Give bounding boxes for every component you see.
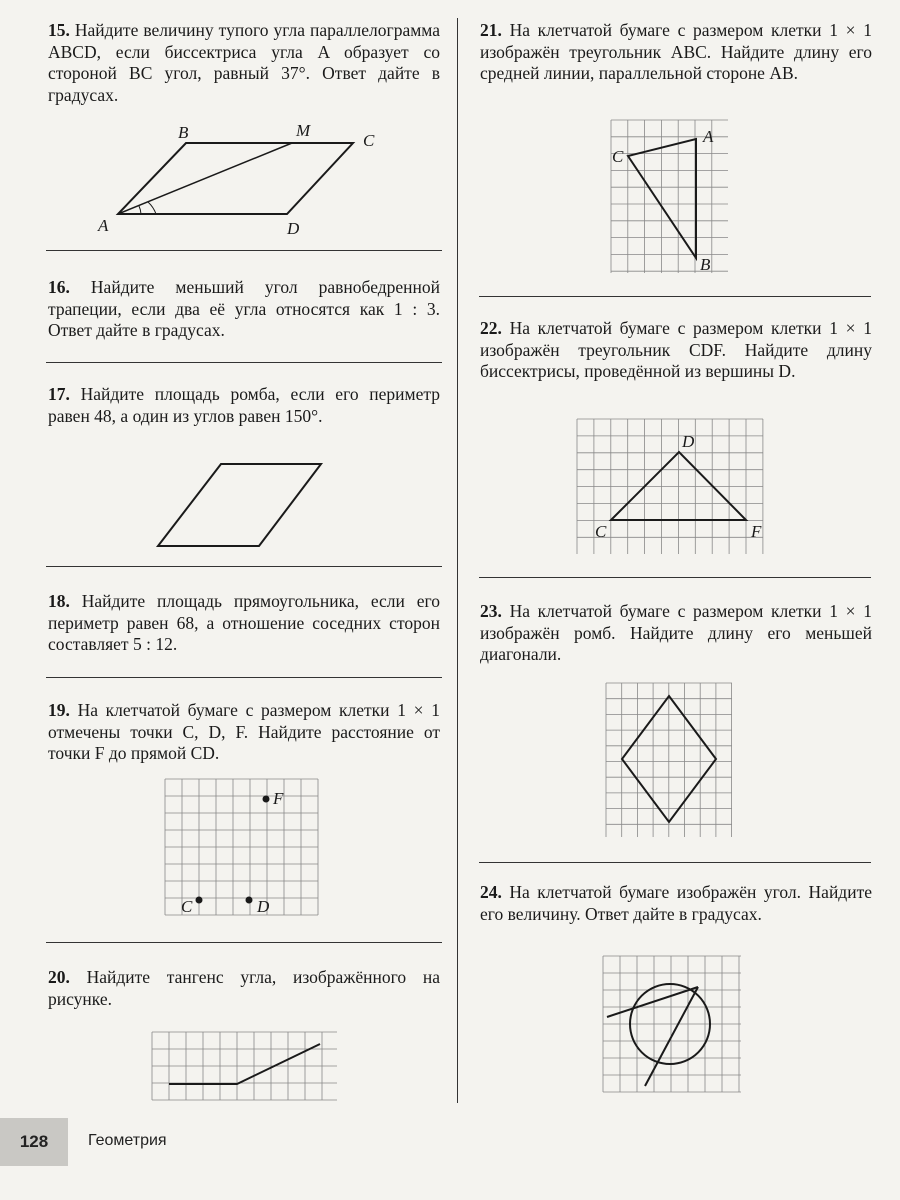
problem-number: 17.: [48, 384, 70, 404]
problem-text: Найдите меньший угол равнобедренной трапеции, если два её угла относятся как 1 : 3. Ответ дайте в градусах.: [48, 277, 441, 340]
problem-21: [480, 20, 872, 85]
label-B: B: [178, 123, 189, 142]
point-F: [263, 796, 270, 803]
label-D: D: [682, 432, 695, 451]
problem-20: [48, 967, 440, 1010]
problem-text: На клетчатой бумаге с размером клетки 1 × 1 изображён треугольник CDF. Найдите длину биссектрисы, проведённой из вершины D.: [480, 318, 872, 381]
separator: [479, 296, 871, 297]
problem-number: 20.: [48, 967, 70, 987]
problem-23: [480, 601, 872, 666]
problem-22: [480, 318, 872, 383]
problem-text: Найдите площадь ромба, если его периметр равен 48, а один из углов равен 150°.: [48, 384, 441, 426]
label-C: C: [363, 131, 375, 150]
problem-number: 22.: [480, 318, 502, 338]
problem-number: 15.: [48, 20, 70, 40]
figure-triangle-ABC: [611, 120, 729, 276]
figure-angle-tangent: [152, 1032, 338, 1102]
point-D: [246, 897, 253, 904]
problem-24: [480, 882, 872, 925]
page-number: 128: [0, 1118, 68, 1166]
separator: [46, 566, 442, 567]
problem-text: Найдите площадь прямоугольника, если его периметр равен 68, а отношение соседних сторон составляет 5 : 12.: [48, 591, 440, 654]
separator: [46, 677, 442, 678]
section-title: Геометрия: [88, 1132, 167, 1149]
problem-text: На клетчатой бумаге с размером клетки 1 × 1 отмечены точки C, D, F. Найдите расстояние от точки F до прямой CD.: [48, 700, 440, 763]
label-C: C: [181, 897, 193, 916]
figure-angle-circle: [603, 956, 741, 1092]
figure-rhombus-grid: [606, 683, 732, 837]
label-D: D: [287, 219, 300, 238]
separator: [46, 942, 442, 943]
label-A: A: [98, 216, 109, 235]
label-B: B: [700, 255, 711, 274]
label-M: M: [296, 121, 311, 140]
figure-triangle-CDF: [577, 419, 763, 555]
problem-text: На клетчатой бумаге с размером клетки 1 × 1 изображён треугольник ABC. Найдите длину его средней линии, параллельной стороне AB.: [480, 20, 872, 83]
figure-grid-points: [165, 779, 321, 921]
point-C: [196, 897, 203, 904]
problem-19: [48, 700, 440, 765]
problem-number: 23.: [480, 601, 502, 621]
problem-text: Найдите величину тупого угла параллелограмма ABCD, если биссектриса угла A образует со стороной BC угол, равный 37°. Ответ дайте в градусах.: [48, 20, 441, 105]
problem-number: 21.: [480, 20, 502, 40]
problem-text: На клетчатой бумаге изображён угол. Найдите его величину. Ответ дайте в градусах.: [480, 882, 872, 924]
column-divider: [457, 18, 458, 1103]
separator: [479, 862, 871, 863]
label-A: A: [703, 127, 714, 146]
problem-text: Найдите тангенс угла, изображённого на рисунке.: [48, 967, 440, 1009]
problem-number: 18.: [48, 591, 70, 611]
label-F: F: [273, 789, 284, 808]
problem-18: [48, 591, 440, 656]
problem-number: 16.: [48, 277, 70, 297]
label-C: C: [595, 522, 607, 541]
problem-text: На клетчатой бумаге с размером клетки 1 × 1 изображён ромб. Найдите длину его меньшей диагонали.: [480, 601, 872, 664]
problem-number: 19.: [48, 700, 70, 720]
label-C: C: [612, 147, 624, 166]
problem-number: 24.: [480, 882, 502, 902]
separator: [479, 577, 871, 578]
label-D: D: [257, 897, 270, 916]
label-F: F: [751, 522, 762, 541]
